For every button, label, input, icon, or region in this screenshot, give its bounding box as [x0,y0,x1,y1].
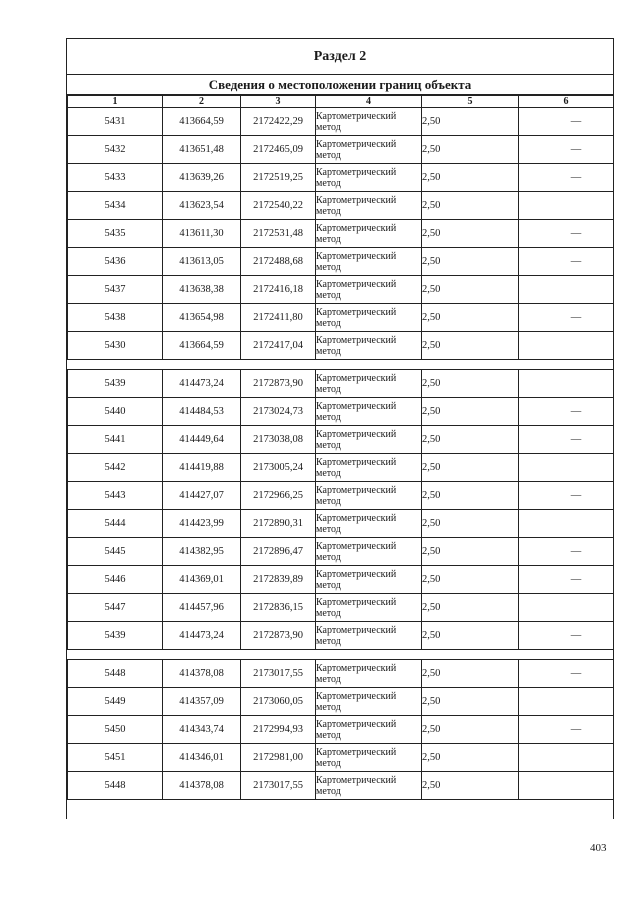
column-header: 3 [241,96,316,108]
table-row [68,622,614,650]
point-number-cell: 5432 [68,136,163,164]
precision-cell: 2,50 [422,332,519,360]
coordinate-x-cell: 414427,07 [163,482,241,510]
precision-cell: 2,50 [422,220,519,248]
group-separator-row [68,650,614,660]
note-text: — [570,546,582,557]
table-row [68,276,614,304]
coordinate-x-cell: 414378,08 [163,772,241,800]
coordinate-x-cell: 413651,48 [163,136,241,164]
precision-cell: 2,50 [422,566,519,594]
method-cell: Картометрический метод [316,304,422,332]
method-cell: Картометрический метод [316,772,422,800]
precision-cell: 2,50 [422,108,519,136]
coordinate-x-cell: 413664,59 [163,332,241,360]
table-row [68,220,614,248]
point-number-cell: 5430 [68,332,163,360]
coordinate-x-cell: 414473,24 [163,622,241,650]
table-row [68,538,614,566]
method-cell: Картометрический метод [316,426,422,454]
precision-cell: 2,50 [422,370,519,398]
method-cell: Картометрический метод [316,108,422,136]
table-row [68,164,614,192]
column-number-row [68,96,614,108]
coordinate-x-cell: 414419,88 [163,454,241,482]
point-number-cell: 5434 [68,192,163,220]
note-cell [519,192,614,220]
precision-cell: 2,50 [422,622,519,650]
precision-cell: 2,50 [422,454,519,482]
coordinate-y-cell: 2173017,55 [241,772,316,800]
coordinate-x-cell: 414457,96 [163,594,241,622]
point-number-cell: 5435 [68,220,163,248]
coordinate-y-cell: 2172994,93 [241,716,316,744]
note-text: — [570,434,582,445]
coordinate-y-cell: 2172873,90 [241,370,316,398]
table-row [68,660,614,688]
note-text: — [570,116,582,127]
coordinate-x-cell: 414382,95 [163,538,241,566]
point-number-cell: 5443 [68,482,163,510]
table-row [68,332,614,360]
precision-cell: 2,50 [422,744,519,772]
coordinate-y-cell: 2173060,05 [241,688,316,716]
precision-cell: 2,50 [422,248,519,276]
coordinate-y-cell: 2173017,55 [241,660,316,688]
coordinate-y-cell: 2172417,04 [241,332,316,360]
coordinate-y-cell: 2172836,15 [241,594,316,622]
coordinate-y-cell: 2172540,22 [241,192,316,220]
method-cell: Картометрический метод [316,220,422,248]
note-cell [519,538,614,566]
note-cell [519,398,614,426]
note-text: — [570,574,582,585]
method-cell: Картометрический метод [316,510,422,538]
document-frame [66,38,614,819]
table-row [68,510,614,538]
coordinate-y-cell: 2173038,08 [241,426,316,454]
coordinate-x-cell: 414346,01 [163,744,241,772]
coordinate-y-cell: 2172488,68 [241,248,316,276]
precision-cell: 2,50 [422,510,519,538]
precision-cell: 2,50 [422,538,519,566]
note-cell [519,772,614,800]
coordinate-x-cell: 414423,99 [163,510,241,538]
coordinate-y-cell: 2172416,18 [241,276,316,304]
coordinate-y-cell: 2173024,73 [241,398,316,426]
coordinate-x-cell: 414449,64 [163,426,241,454]
method-cell: Картометрический метод [316,454,422,482]
note-cell [519,276,614,304]
coordinate-x-cell: 414343,74 [163,716,241,744]
coordinate-x-cell: 413654,98 [163,304,241,332]
method-cell: Картометрический метод [316,538,422,566]
note-cell [519,370,614,398]
column-header: 2 [163,96,241,108]
table-row [68,482,614,510]
method-cell: Картометрический метод [316,370,422,398]
table-row [68,454,614,482]
table-row [68,772,614,800]
note-cell [519,304,614,332]
precision-cell: 2,50 [422,482,519,510]
column-header: 4 [316,96,422,108]
coordinate-x-cell: 414484,53 [163,398,241,426]
page-number: 403 [590,842,607,854]
coordinate-x-cell: 413664,59 [163,108,241,136]
table-row [68,688,614,716]
note-cell [519,136,614,164]
table-row [68,192,614,220]
point-number-cell: 5445 [68,538,163,566]
point-number-cell: 5431 [68,108,163,136]
method-cell: Картометрический метод [316,192,422,220]
point-number-cell: 5437 [68,276,163,304]
coordinate-y-cell: 2172531,48 [241,220,316,248]
coordinate-y-cell: 2172411,80 [241,304,316,332]
precision-cell: 2,50 [422,716,519,744]
coordinate-x-cell: 413639,26 [163,164,241,192]
separator-cell [68,650,614,660]
coordinate-x-cell: 414473,24 [163,370,241,398]
table-row [68,398,614,426]
precision-cell: 2,50 [422,772,519,800]
section-title: Раздел 2 [67,39,613,75]
method-cell: Картометрический метод [316,332,422,360]
point-number-cell: 5448 [68,660,163,688]
note-text: — [570,724,582,735]
method-cell: Картометрический метод [316,594,422,622]
method-cell: Картометрический метод [316,164,422,192]
table-row [68,566,614,594]
point-number-cell: 5448 [68,772,163,800]
note-text: — [570,668,582,679]
column-header: 6 [519,96,614,108]
boundary-points-table [67,95,614,800]
coordinate-y-cell: 2172966,25 [241,482,316,510]
point-number-cell: 5440 [68,398,163,426]
note-text: — [570,406,582,417]
note-cell [519,594,614,622]
note-text: — [570,256,582,267]
method-cell: Картометрический метод [316,744,422,772]
precision-cell: 2,50 [422,164,519,192]
table-row [68,594,614,622]
precision-cell: 2,50 [422,276,519,304]
table-row [68,248,614,276]
point-number-cell: 5449 [68,688,163,716]
table-row [68,716,614,744]
coordinate-x-cell: 414378,08 [163,660,241,688]
column-header: 1 [68,96,163,108]
precision-cell: 2,50 [422,192,519,220]
method-cell: Картометрический метод [316,276,422,304]
note-cell [519,622,614,650]
coordinate-x-cell: 413611,30 [163,220,241,248]
note-cell [519,220,614,248]
table-row [68,426,614,454]
note-text: — [570,630,582,641]
note-text: — [570,312,582,323]
note-cell [519,744,614,772]
point-number-cell: 5442 [68,454,163,482]
precision-cell: 2,50 [422,304,519,332]
table-body [68,108,614,800]
method-cell: Картометрический метод [316,566,422,594]
coordinate-y-cell: 2172839,89 [241,566,316,594]
table-row [68,136,614,164]
precision-cell: 2,50 [422,660,519,688]
method-cell: Картометрический метод [316,482,422,510]
note-text: — [570,144,582,155]
note-text: — [570,228,582,239]
point-number-cell: 5444 [68,510,163,538]
precision-cell: 2,50 [422,136,519,164]
precision-cell: 2,50 [422,594,519,622]
precision-cell: 2,50 [422,688,519,716]
coordinate-y-cell: 2172981,00 [241,744,316,772]
coordinate-y-cell: 2172519,25 [241,164,316,192]
coordinate-y-cell: 2173005,24 [241,454,316,482]
point-number-cell: 5439 [68,622,163,650]
method-cell: Картометрический метод [316,622,422,650]
method-cell: Картометрический метод [316,688,422,716]
precision-cell: 2,50 [422,398,519,426]
coordinate-x-cell: 414357,09 [163,688,241,716]
point-number-cell: 5441 [68,426,163,454]
point-number-cell: 5436 [68,248,163,276]
note-cell [519,332,614,360]
method-cell: Картометрический метод [316,660,422,688]
section-subtitle: Сведения о местоположении границ объекта [67,75,613,95]
method-cell: Картометрический метод [316,716,422,744]
note-cell [519,248,614,276]
column-header: 5 [422,96,519,108]
table-row [68,108,614,136]
point-number-cell: 5446 [68,566,163,594]
coordinate-x-cell: 413623,54 [163,192,241,220]
point-number-cell: 5439 [68,370,163,398]
coordinate-x-cell: 414369,01 [163,566,241,594]
separator-cell [68,360,614,370]
method-cell: Картометрический метод [316,398,422,426]
note-cell [519,454,614,482]
point-number-cell: 5433 [68,164,163,192]
point-number-cell: 5450 [68,716,163,744]
method-cell: Картометрический метод [316,248,422,276]
coordinate-y-cell: 2172465,09 [241,136,316,164]
note-cell [519,108,614,136]
method-cell: Картометрический метод [316,136,422,164]
point-number-cell: 5451 [68,744,163,772]
table-row [68,744,614,772]
note-cell [519,716,614,744]
table-row [68,304,614,332]
note-cell [519,660,614,688]
group-separator-row [68,360,614,370]
point-number-cell: 5438 [68,304,163,332]
note-cell [519,164,614,192]
precision-cell: 2,50 [422,426,519,454]
point-number-cell: 5447 [68,594,163,622]
coordinate-x-cell: 413613,05 [163,248,241,276]
note-cell [519,688,614,716]
table-row [68,370,614,398]
note-cell [519,482,614,510]
coordinate-x-cell: 413638,38 [163,276,241,304]
note-text: — [570,172,582,183]
coordinate-y-cell: 2172890,31 [241,510,316,538]
coordinate-y-cell: 2172422,29 [241,108,316,136]
note-text: — [570,490,582,501]
note-cell [519,426,614,454]
coordinate-y-cell: 2172896,47 [241,538,316,566]
coordinate-y-cell: 2172873,90 [241,622,316,650]
note-cell [519,510,614,538]
note-cell [519,566,614,594]
